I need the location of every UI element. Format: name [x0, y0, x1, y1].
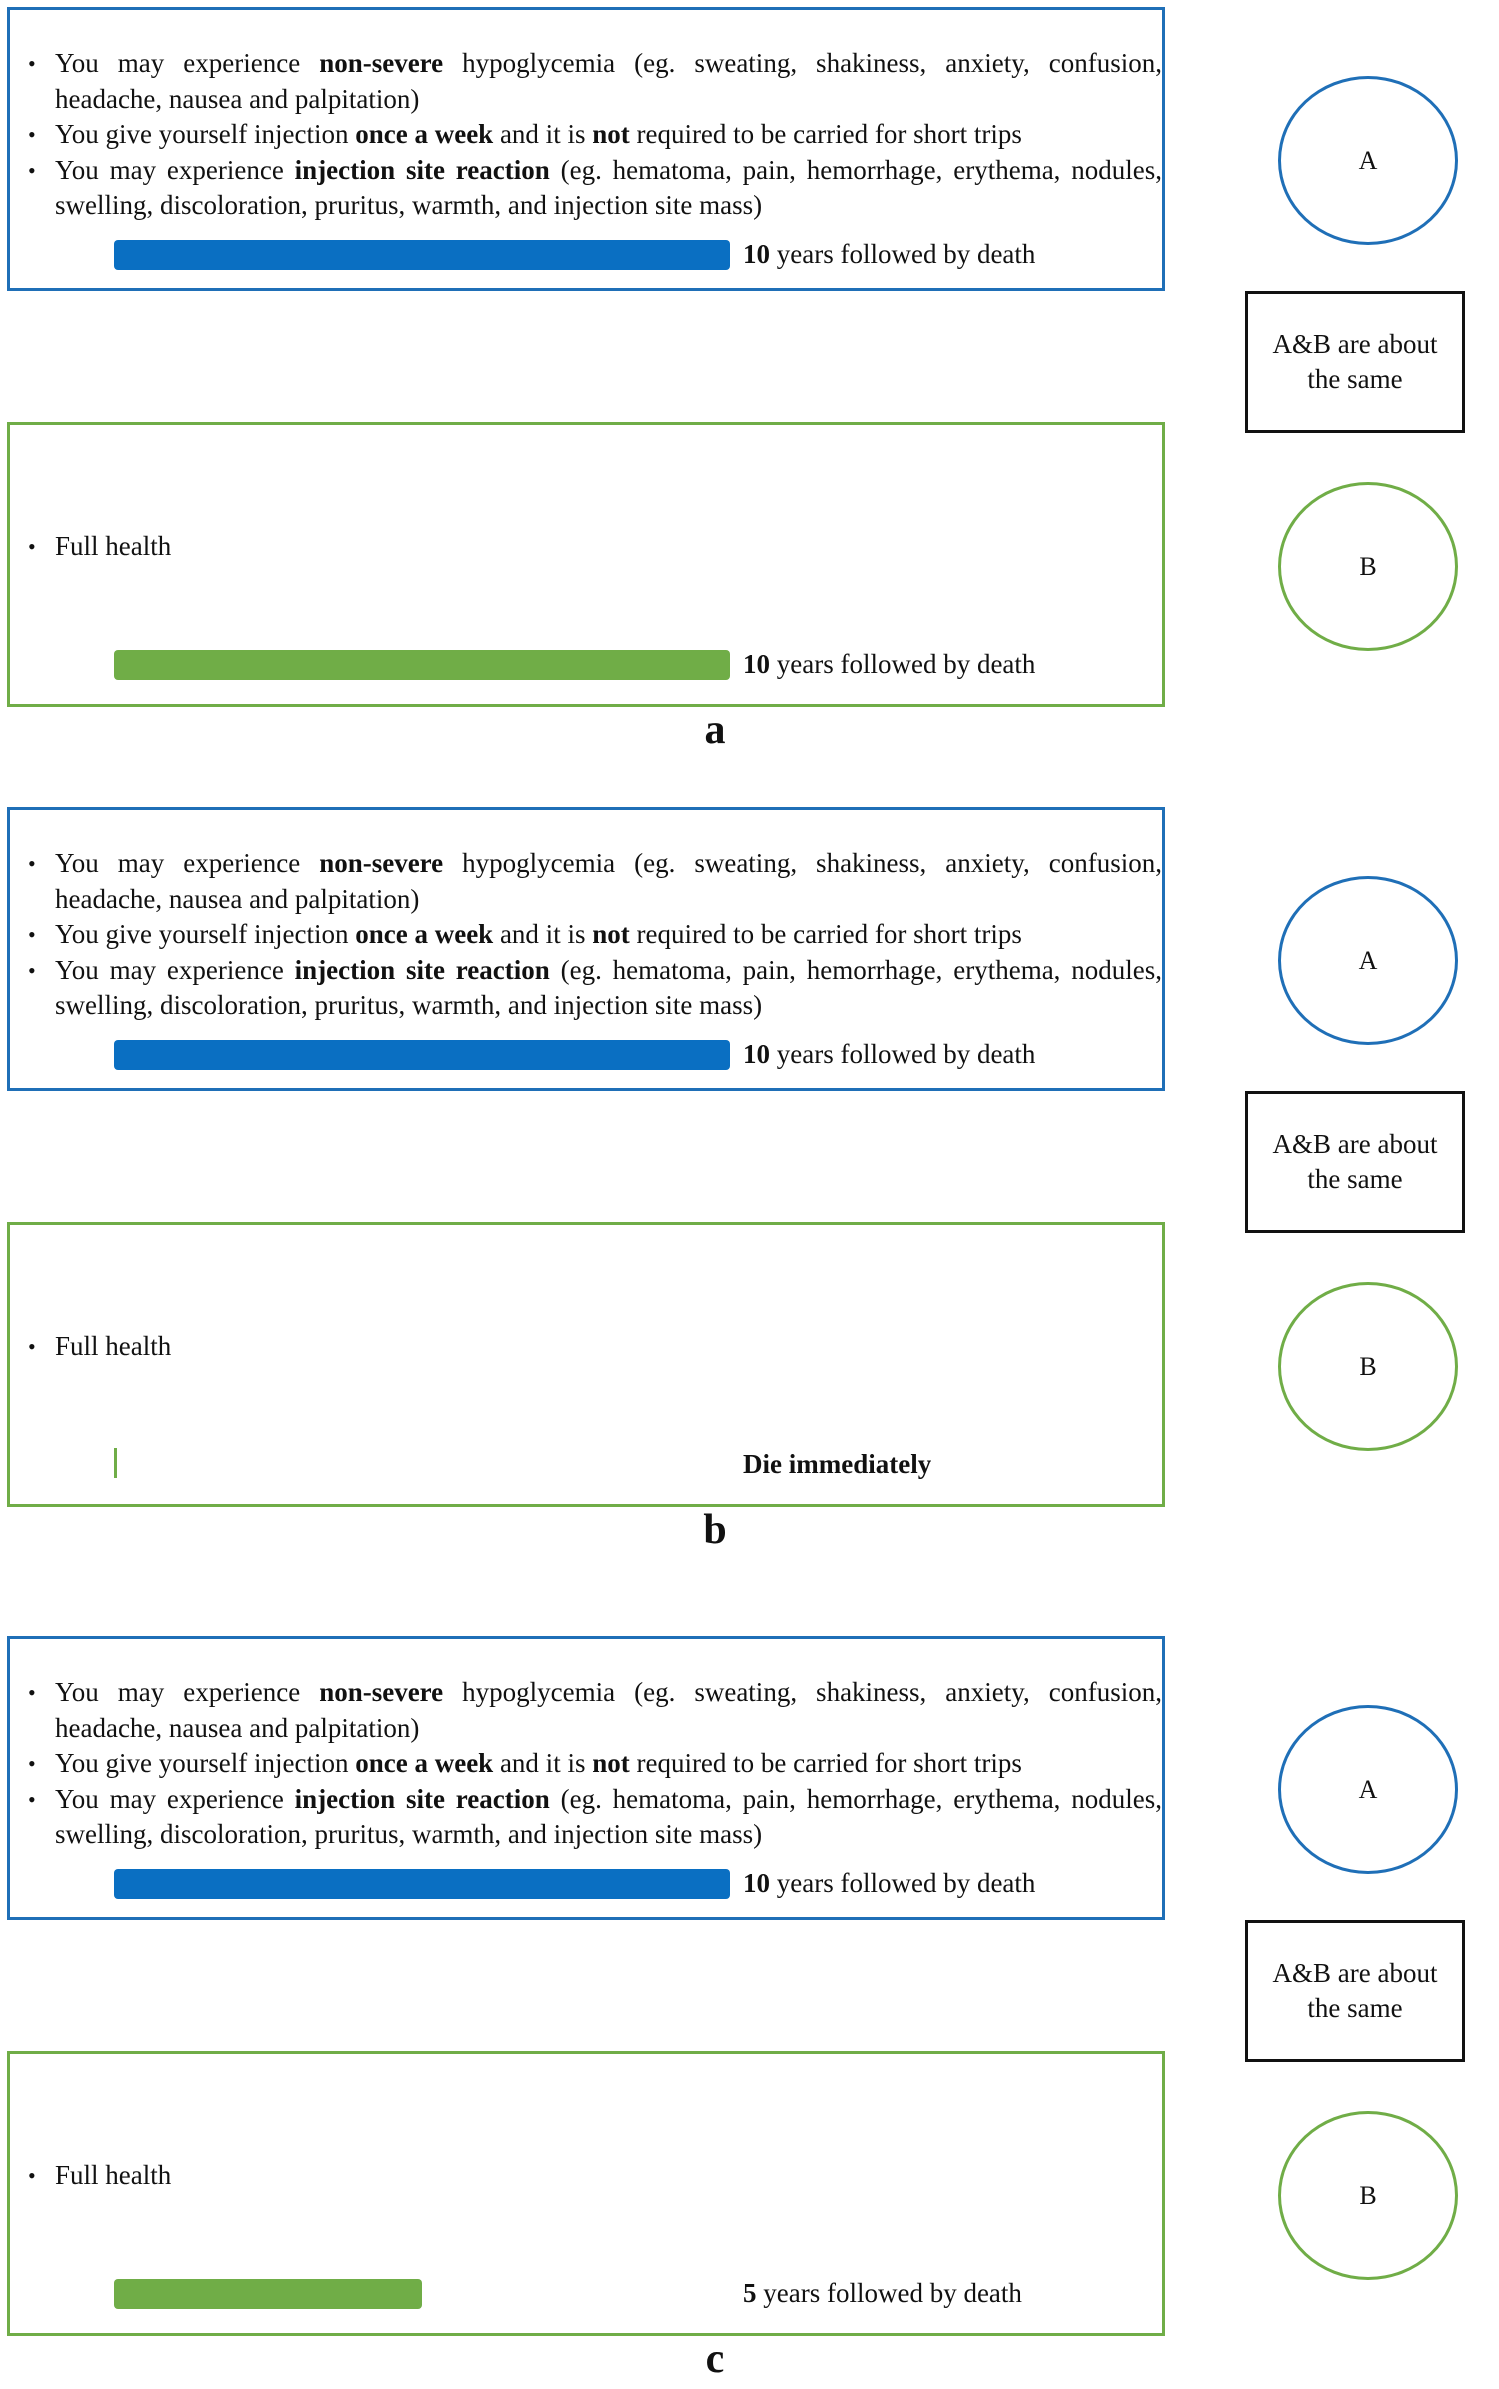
- choice-same-button[interactable]: A&B are about the same: [1245, 1920, 1465, 2062]
- attribute-emphasis: not: [592, 919, 630, 949]
- attribute-emphasis: non-severe: [319, 848, 444, 878]
- panel-label: a: [704, 707, 726, 753]
- attribute-text: You give yourself injection: [55, 919, 356, 949]
- attribute-item: [28, 117, 1162, 153]
- attribute-item: [28, 917, 1162, 953]
- option-b-card: [7, 1222, 1165, 1507]
- option-a-attributes: [28, 846, 1162, 1024]
- choice-b-button[interactable]: B: [1278, 482, 1458, 651]
- attribute-text: Full health: [55, 2160, 172, 2190]
- option-b-lifespan-marker: [114, 1448, 117, 1478]
- attribute-item: [28, 1746, 1162, 1782]
- duration-emphasis: Die immediately: [743, 1449, 932, 1479]
- attribute-emphasis: injection site reaction: [294, 154, 550, 185]
- choice-a-button[interactable]: A: [1278, 76, 1458, 245]
- choice-same-button[interactable]: A&B are about the same: [1245, 291, 1465, 433]
- option-b-card: [7, 2051, 1165, 2336]
- scenario-panel-a: [0, 0, 1499, 760]
- duration-emphasis: 5: [743, 2278, 757, 2308]
- choice-b-button[interactable]: B: [1278, 1282, 1458, 1451]
- duration-text: years followed by death: [756, 2278, 1022, 2308]
- duration-emphasis: 10: [743, 239, 770, 269]
- duration-text: years followed by death: [770, 649, 1036, 679]
- option-a-attributes: [28, 46, 1162, 224]
- option-a-card: [7, 807, 1165, 1091]
- attribute-text: You give yourself injection: [55, 119, 356, 149]
- attribute-emphasis: not: [592, 1748, 630, 1778]
- attribute-item: [28, 529, 1162, 565]
- attribute-text: You may experience: [55, 48, 320, 78]
- duration-emphasis: 10: [743, 649, 770, 679]
- option-b-duration: [743, 2276, 1022, 2311]
- attribute-text: You may experience: [55, 1783, 295, 1814]
- duration-text: years followed by death: [770, 1039, 1036, 1069]
- attribute-text: You may experience: [55, 848, 320, 878]
- attribute-text: and it is: [493, 919, 593, 949]
- option-b-duration: [743, 1447, 931, 1482]
- attribute-emphasis: once a week: [355, 919, 494, 949]
- attribute-text: You give yourself injection: [55, 1748, 356, 1778]
- attribute-text: Full health: [55, 1331, 172, 1361]
- attribute-item: [28, 46, 1162, 117]
- choice-a-button[interactable]: A: [1278, 1705, 1458, 1874]
- choice-a-button[interactable]: A: [1278, 876, 1458, 1045]
- attribute-text: required to be carried for short trips: [629, 119, 1022, 149]
- attribute-item: [28, 2158, 1162, 2194]
- attribute-emphasis: injection site reaction: [294, 954, 550, 985]
- choice-b-button[interactable]: B: [1278, 2111, 1458, 2280]
- option-b-attributes: [28, 2158, 1162, 2194]
- attribute-emphasis: non-severe: [319, 48, 444, 78]
- attribute-text: You may experience: [55, 154, 295, 185]
- duration-text: years followed by death: [770, 1868, 1036, 1898]
- attribute-item: [28, 1329, 1162, 1365]
- panel-label: b: [703, 1507, 727, 1553]
- scenario-panel-b: [0, 800, 1499, 1560]
- attribute-emphasis: once a week: [355, 119, 494, 149]
- option-a-lifespan-bar: [114, 240, 730, 270]
- attribute-text: You may experience: [55, 954, 295, 985]
- attribute-emphasis: not: [592, 119, 630, 149]
- option-b-lifespan-bar: [114, 650, 730, 680]
- option-b-duration: [743, 647, 1035, 682]
- option-b-lifespan-bar: [114, 2279, 422, 2309]
- option-a-duration: [743, 1037, 1035, 1072]
- attribute-emphasis: non-severe: [319, 1677, 444, 1707]
- option-a-lifespan-bar: [114, 1040, 730, 1070]
- option-b-attributes: [28, 529, 1162, 565]
- duration-emphasis: 10: [743, 1039, 770, 1069]
- option-a-card: [7, 1636, 1165, 1920]
- attribute-text: (eg. hematoma, pain, hemorrhage, erythema, nodules, swelling, discoloration, pruritus, warmth, and injection site mass): [55, 954, 1162, 1020]
- attribute-item: [28, 153, 1162, 224]
- attribute-text: hypoglycemia (eg. sweating, shakiness, anxiety, confusion, headache, nausea and palpitation): [55, 48, 1162, 114]
- attribute-text: hypoglycemia (eg. sweating, shakiness, anxiety, confusion, headache, nausea and palpitation): [55, 1677, 1162, 1743]
- option-b-attributes: [28, 1329, 1162, 1365]
- option-a-lifespan-bar: [114, 1869, 730, 1899]
- option-a-attributes: [28, 1675, 1162, 1853]
- attribute-text: Full health: [55, 531, 172, 561]
- panel-label: c: [705, 2336, 725, 2382]
- attribute-text: and it is: [493, 119, 593, 149]
- attribute-item: [28, 846, 1162, 917]
- attribute-text: hypoglycemia (eg. sweating, shakiness, anxiety, confusion, headache, nausea and palpitation): [55, 848, 1162, 914]
- attribute-item: [28, 953, 1162, 1024]
- attribute-text: (eg. hematoma, pain, hemorrhage, erythema, nodules, swelling, discoloration, pruritus, warmth, and injection site mass): [55, 1783, 1162, 1849]
- choice-same-button[interactable]: A&B are about the same: [1245, 1091, 1465, 1233]
- scenario-panel-c: [0, 1629, 1499, 2389]
- option-b-card: [7, 422, 1165, 707]
- attribute-emphasis: once a week: [355, 1748, 494, 1778]
- attribute-item: [28, 1675, 1162, 1746]
- option-a-duration: [743, 1866, 1035, 1901]
- attribute-text: You may experience: [55, 1677, 320, 1707]
- attribute-text: and it is: [493, 1748, 593, 1778]
- attribute-item: [28, 1782, 1162, 1853]
- attribute-text: (eg. hematoma, pain, hemorrhage, erythema, nodules, swelling, discoloration, pruritus, warmth, and injection site mass): [55, 154, 1162, 220]
- option-a-card: [7, 7, 1165, 291]
- duration-text: years followed by death: [770, 239, 1036, 269]
- duration-emphasis: 10: [743, 1868, 770, 1898]
- attribute-emphasis: injection site reaction: [294, 1783, 550, 1814]
- attribute-text: required to be carried for short trips: [629, 919, 1022, 949]
- option-a-duration: [743, 237, 1035, 272]
- attribute-text: required to be carried for short trips: [629, 1748, 1022, 1778]
